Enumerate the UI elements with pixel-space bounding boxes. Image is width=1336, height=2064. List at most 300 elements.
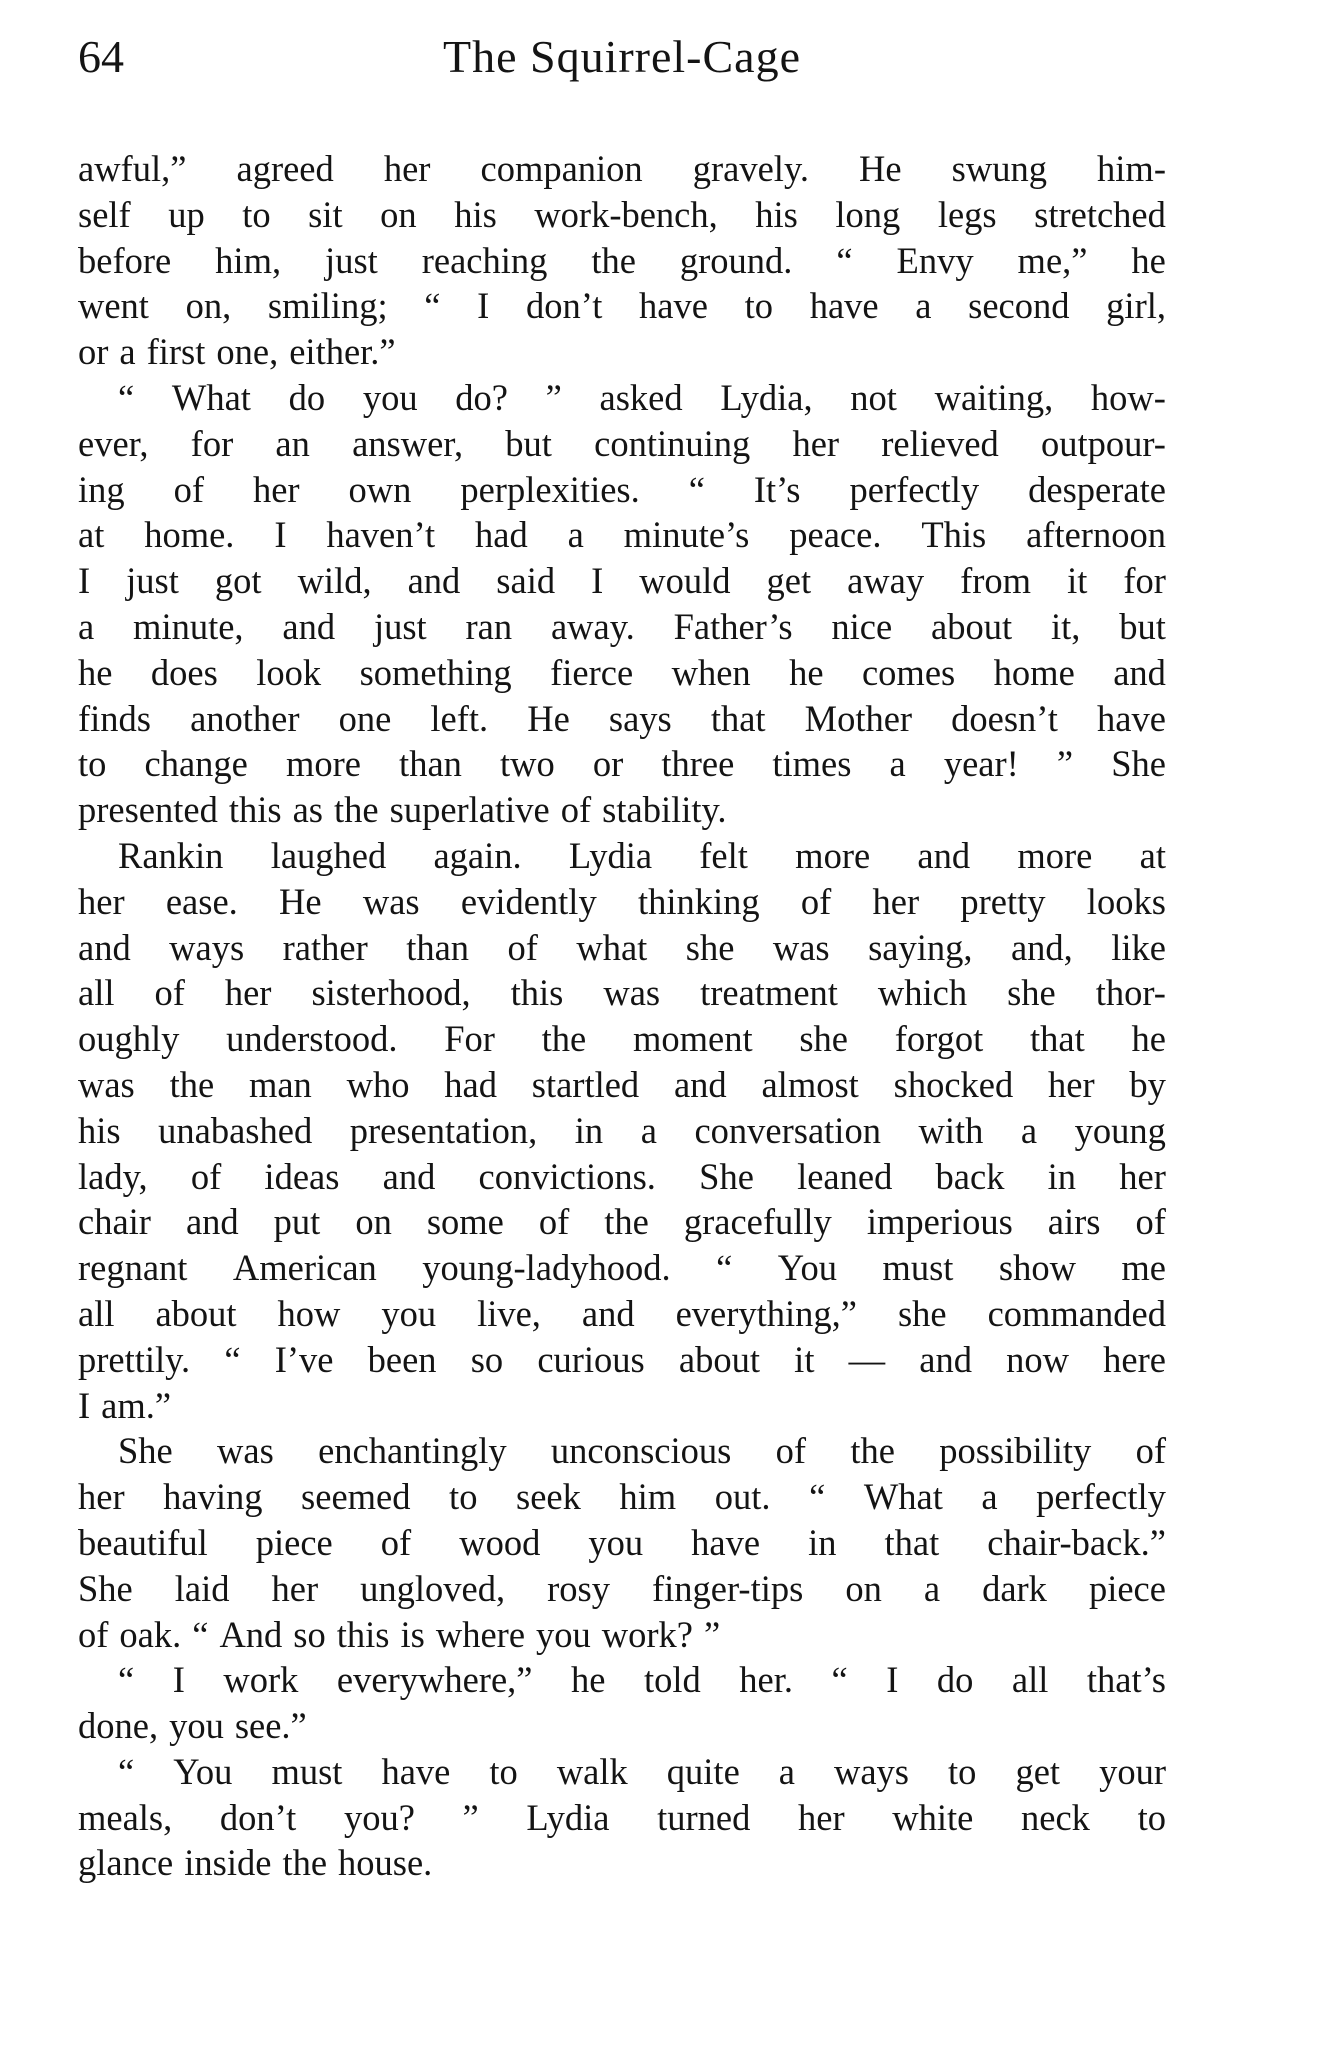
word: she	[799, 1018, 848, 1060]
word: You	[173, 1750, 233, 1792]
word: by	[1129, 1063, 1166, 1105]
word: shocked	[893, 1063, 1014, 1105]
word: American	[232, 1247, 377, 1289]
word: now	[1006, 1338, 1069, 1380]
word: looks	[1086, 880, 1166, 922]
word: of	[154, 972, 185, 1014]
word: but	[1119, 605, 1166, 647]
word: all	[1011, 1659, 1049, 1701]
word: a	[778, 1750, 795, 1792]
word: stability.	[602, 789, 727, 831]
word: “	[118, 376, 135, 418]
word: was	[772, 926, 830, 968]
word: just	[325, 239, 378, 281]
word: —	[848, 1338, 886, 1380]
word: For	[444, 1018, 495, 1060]
word: of	[560, 789, 592, 831]
word: must	[271, 1750, 343, 1792]
word: regnant	[78, 1247, 188, 1289]
word: when	[671, 651, 751, 693]
word: to	[744, 285, 774, 327]
word: all	[78, 1292, 115, 1334]
word: and	[919, 1338, 972, 1380]
word: ”	[462, 1796, 479, 1838]
word: awful,”	[78, 148, 187, 189]
book-page	[78, 28, 1166, 1886]
text-line	[78, 558, 1166, 604]
word: back	[935, 1155, 1005, 1197]
word: She	[78, 1567, 133, 1609]
word: I	[172, 1659, 185, 1701]
word: everything,”	[675, 1292, 857, 1334]
word: “	[424, 285, 441, 327]
word: sisterhood,	[311, 972, 471, 1014]
word: pretty	[960, 880, 1046, 922]
word: the	[282, 1842, 328, 1884]
word: of	[507, 926, 538, 968]
word: a	[923, 1567, 941, 1609]
word: at	[1139, 834, 1166, 876]
word: He	[527, 697, 570, 739]
word: don’t	[219, 1796, 297, 1838]
word: prettily.	[78, 1338, 191, 1380]
word: answer,	[352, 422, 464, 464]
word: What	[171, 376, 251, 418]
word: from	[960, 560, 1032, 602]
word: do	[288, 376, 326, 418]
word: chair-back.”	[987, 1521, 1166, 1563]
word: than	[399, 743, 462, 785]
word: on	[845, 1567, 882, 1609]
word: a	[119, 331, 136, 373]
word: conversation	[694, 1109, 881, 1151]
word: haven’t	[326, 514, 436, 556]
word: is	[400, 1613, 425, 1655]
word: stretched	[1034, 193, 1166, 235]
word: at	[78, 514, 105, 556]
word: about	[678, 1338, 761, 1380]
word: She	[118, 1430, 173, 1472]
word: again.	[433, 834, 522, 876]
word: see.”	[234, 1705, 307, 1747]
word: and	[1113, 651, 1166, 693]
word: it	[1067, 560, 1088, 602]
text-line	[78, 192, 1166, 238]
word: legs	[937, 193, 997, 235]
word: her	[1119, 1155, 1166, 1197]
word: airs	[1047, 1201, 1101, 1243]
word: white	[892, 1796, 974, 1838]
word: was	[217, 1430, 274, 1472]
word: and	[917, 834, 971, 876]
word: she	[685, 926, 735, 968]
word: told	[643, 1659, 701, 1701]
page-number: 64	[78, 31, 124, 82]
word: “	[716, 1247, 733, 1289]
word: ground.	[679, 239, 793, 281]
word: leaned	[797, 1155, 893, 1197]
word: I	[274, 514, 287, 556]
word: evidently	[460, 880, 597, 922]
word: man	[248, 1063, 312, 1105]
word: him-	[1097, 148, 1166, 189]
word: in	[574, 1109, 604, 1151]
text-line	[78, 1795, 1166, 1841]
word: would	[639, 560, 731, 602]
word: chair	[78, 1201, 151, 1243]
word: “	[224, 1338, 241, 1380]
word: her	[798, 1796, 845, 1838]
word: having	[163, 1476, 263, 1518]
word: almost	[761, 1063, 859, 1105]
word: your	[1099, 1750, 1166, 1792]
word: have	[1097, 697, 1166, 739]
word: ever,	[78, 422, 149, 464]
word: to	[449, 1476, 478, 1518]
word: Lydia	[568, 834, 653, 876]
word: her	[792, 422, 840, 464]
word: meals,	[78, 1796, 173, 1838]
word: wood	[459, 1521, 541, 1563]
word: house.	[338, 1842, 433, 1884]
word: reaching	[421, 239, 548, 281]
word: the	[169, 1063, 215, 1105]
word: was	[362, 880, 420, 922]
word: and	[282, 605, 336, 647]
word: on	[380, 193, 417, 235]
text-line	[78, 970, 1166, 1016]
word: She	[1111, 743, 1166, 785]
word: just	[126, 560, 179, 602]
word: What	[863, 1476, 943, 1518]
word: “	[836, 239, 853, 281]
word: oak.	[119, 1613, 182, 1655]
word: work-bench,	[534, 193, 718, 235]
word: presented	[78, 789, 218, 831]
word: perfectly	[849, 468, 980, 510]
word: and	[78, 926, 131, 968]
word: have	[809, 285, 879, 327]
word: startled	[531, 1063, 640, 1105]
word: to	[1137, 1796, 1166, 1838]
word: I	[886, 1659, 899, 1701]
word: work	[223, 1659, 299, 1701]
word: more	[795, 834, 871, 876]
word: another	[190, 697, 300, 739]
word: out.	[714, 1476, 771, 1518]
word: companion	[480, 148, 643, 189]
text-line	[78, 1474, 1166, 1520]
word: so	[470, 1338, 504, 1380]
word: year!	[943, 743, 1019, 785]
word: something	[359, 651, 512, 693]
word: a	[981, 1476, 998, 1518]
word: the	[604, 1201, 649, 1243]
word: Lydia,	[720, 376, 813, 418]
word: her	[78, 880, 125, 922]
word: perfectly	[1036, 1476, 1166, 1518]
word: he	[570, 1659, 606, 1701]
word: more	[1017, 834, 1093, 876]
word: to	[489, 1750, 518, 1792]
word: her	[1048, 1063, 1095, 1105]
word: that	[884, 1521, 940, 1563]
word: got	[214, 560, 262, 602]
word: one,	[216, 331, 279, 373]
word: This	[921, 514, 987, 556]
text-line	[78, 421, 1166, 467]
word: was	[78, 1063, 135, 1105]
word: what	[576, 926, 648, 968]
word: you	[169, 1705, 224, 1747]
word: you?	[343, 1796, 415, 1838]
word: doesn’t	[951, 697, 1058, 739]
running-head: The Squirrel-Cage	[442, 31, 802, 82]
word: peace.	[789, 514, 882, 556]
word: first	[146, 331, 206, 373]
word: understood.	[226, 1018, 398, 1060]
word: live,	[477, 1292, 541, 1334]
text-line	[78, 146, 1166, 192]
word: as	[292, 789, 324, 831]
word: who	[346, 1063, 410, 1105]
word: girl,	[1106, 285, 1166, 327]
word: me,”	[1017, 239, 1088, 281]
word: here	[1103, 1338, 1166, 1380]
word: her	[383, 148, 431, 189]
word: her	[271, 1567, 319, 1609]
word: where	[435, 1613, 526, 1655]
word: thor-	[1095, 972, 1166, 1014]
word: minute’s	[623, 514, 750, 556]
word: get	[766, 560, 812, 602]
text-line	[78, 1383, 1166, 1429]
word: him	[619, 1476, 677, 1518]
word: have	[381, 1750, 451, 1792]
word: on,	[185, 285, 232, 327]
word: for	[190, 422, 234, 464]
word: I	[78, 560, 91, 602]
word: finds	[78, 697, 151, 739]
word: and	[382, 1155, 436, 1197]
word: her	[224, 972, 272, 1014]
word: fierce	[550, 651, 634, 693]
word: a	[1020, 1109, 1038, 1151]
word: swung	[951, 148, 1047, 189]
word: he	[1131, 1018, 1166, 1060]
text-line	[78, 238, 1166, 284]
word: says	[608, 697, 672, 739]
word: “	[809, 1476, 826, 1518]
word: do	[936, 1659, 974, 1701]
word: And	[219, 1613, 283, 1655]
word: than	[406, 926, 470, 968]
word: her	[872, 880, 920, 922]
text-line	[78, 1428, 1166, 1474]
word: of	[173, 468, 205, 510]
word: and	[407, 560, 461, 602]
word: a	[567, 514, 584, 556]
word: and	[581, 1292, 635, 1334]
word: ”	[1056, 743, 1074, 785]
word: two	[499, 743, 555, 785]
word: piece	[255, 1521, 333, 1563]
word: she	[897, 1292, 947, 1334]
word: of	[800, 880, 832, 922]
word: more	[285, 743, 361, 785]
word: asked	[599, 376, 683, 418]
text-line	[78, 1749, 1166, 1795]
word: how	[277, 1292, 341, 1334]
word: home.	[144, 514, 235, 556]
text-line	[78, 650, 1166, 696]
word: sit	[308, 193, 343, 235]
word: forgot	[894, 1018, 984, 1060]
word: you	[381, 1292, 437, 1334]
word: this	[336, 1613, 390, 1655]
word: do?	[455, 376, 508, 418]
word: wild,	[297, 560, 372, 602]
word: waiting,	[934, 376, 1054, 418]
word: convictions.	[478, 1155, 656, 1197]
word: relieved	[881, 422, 999, 464]
word: outpour-	[1040, 422, 1166, 464]
word: so	[293, 1613, 326, 1655]
word: walk	[556, 1750, 628, 1792]
text-line	[78, 1245, 1166, 1291]
word: young	[1074, 1109, 1166, 1151]
text-line	[78, 512, 1166, 558]
word: of	[78, 1613, 109, 1655]
word: he	[78, 651, 113, 693]
word: it,	[1050, 605, 1081, 647]
word: possibility	[939, 1430, 1092, 1472]
word: unconscious	[550, 1430, 732, 1472]
word: unabashed	[158, 1109, 313, 1151]
text-line	[78, 1199, 1166, 1245]
word: that	[710, 697, 766, 739]
word: that	[1030, 1018, 1085, 1060]
text-line	[78, 1016, 1166, 1062]
word: had	[444, 1063, 497, 1105]
word: either.”	[289, 331, 396, 373]
word: of	[380, 1521, 412, 1563]
text-line	[78, 925, 1166, 971]
word: Father’s	[673, 605, 793, 647]
word: ”	[545, 376, 562, 418]
word: about	[931, 605, 1013, 647]
word: show	[998, 1247, 1076, 1289]
text-line	[78, 1337, 1166, 1383]
word: of	[538, 1201, 570, 1243]
word: a	[915, 285, 932, 327]
word: her	[252, 468, 300, 510]
word: Mother	[804, 697, 913, 739]
word: continuing	[594, 422, 751, 464]
word: of	[775, 1430, 807, 1472]
text-line	[78, 1108, 1166, 1154]
word: all	[78, 972, 115, 1014]
text-line	[78, 696, 1166, 742]
word: nice	[831, 605, 893, 647]
word: the	[591, 239, 636, 281]
text-line	[78, 741, 1166, 787]
word: minute,	[133, 605, 244, 647]
word: I	[78, 1384, 91, 1426]
text-line	[78, 1062, 1166, 1108]
word: I	[477, 285, 490, 327]
word: “	[831, 1659, 848, 1701]
word: left.	[430, 697, 489, 739]
word: ways	[834, 1750, 910, 1792]
word: glance	[78, 1842, 174, 1884]
word: It’s	[753, 468, 801, 510]
word: enchantingly	[318, 1430, 507, 1472]
word: to	[78, 743, 107, 785]
word: the	[850, 1430, 895, 1472]
word: “	[118, 1659, 135, 1701]
word: before	[78, 239, 172, 281]
word: You	[777, 1247, 837, 1289]
word: had	[475, 514, 528, 556]
word: get	[1015, 1750, 1061, 1792]
word: seek	[516, 1476, 581, 1518]
word: of	[1135, 1201, 1166, 1243]
word: I	[591, 560, 604, 602]
word: to	[948, 1750, 977, 1792]
word: she	[1007, 972, 1056, 1014]
word: second	[968, 285, 1070, 327]
word: or	[592, 743, 624, 785]
word: Lydia	[526, 1796, 610, 1838]
word: of	[190, 1155, 222, 1197]
text-line	[78, 879, 1166, 925]
text-line	[78, 375, 1166, 421]
word: moment	[632, 1018, 753, 1060]
word: some	[426, 1201, 504, 1243]
word: He	[279, 880, 322, 922]
word: went	[78, 285, 149, 327]
word: ways	[169, 926, 245, 968]
word: “	[118, 1750, 135, 1792]
word: the	[541, 1018, 587, 1060]
text-line	[78, 833, 1166, 879]
word: ”	[704, 1613, 721, 1655]
word: rosy	[547, 1567, 610, 1609]
word: neck	[1021, 1796, 1090, 1838]
word: a	[889, 743, 906, 785]
text-line	[78, 1612, 1166, 1658]
word: seemed	[301, 1476, 411, 1518]
word: me	[1121, 1247, 1166, 1289]
word: thinking	[637, 880, 760, 922]
word: I’ve	[274, 1338, 334, 1380]
word: curious	[537, 1338, 645, 1380]
word: not	[850, 376, 897, 418]
word: inside	[184, 1842, 272, 1884]
word: presentation,	[349, 1109, 538, 1151]
word: done,	[78, 1705, 159, 1747]
word: home	[993, 651, 1075, 693]
word: Rankin	[118, 834, 224, 876]
word: ungloved,	[360, 1567, 506, 1609]
word: on	[355, 1201, 392, 1243]
word: away.	[550, 605, 635, 647]
text-line	[78, 1657, 1166, 1703]
word: dark	[982, 1567, 1047, 1609]
word: one	[338, 697, 392, 739]
word: up	[168, 193, 205, 235]
